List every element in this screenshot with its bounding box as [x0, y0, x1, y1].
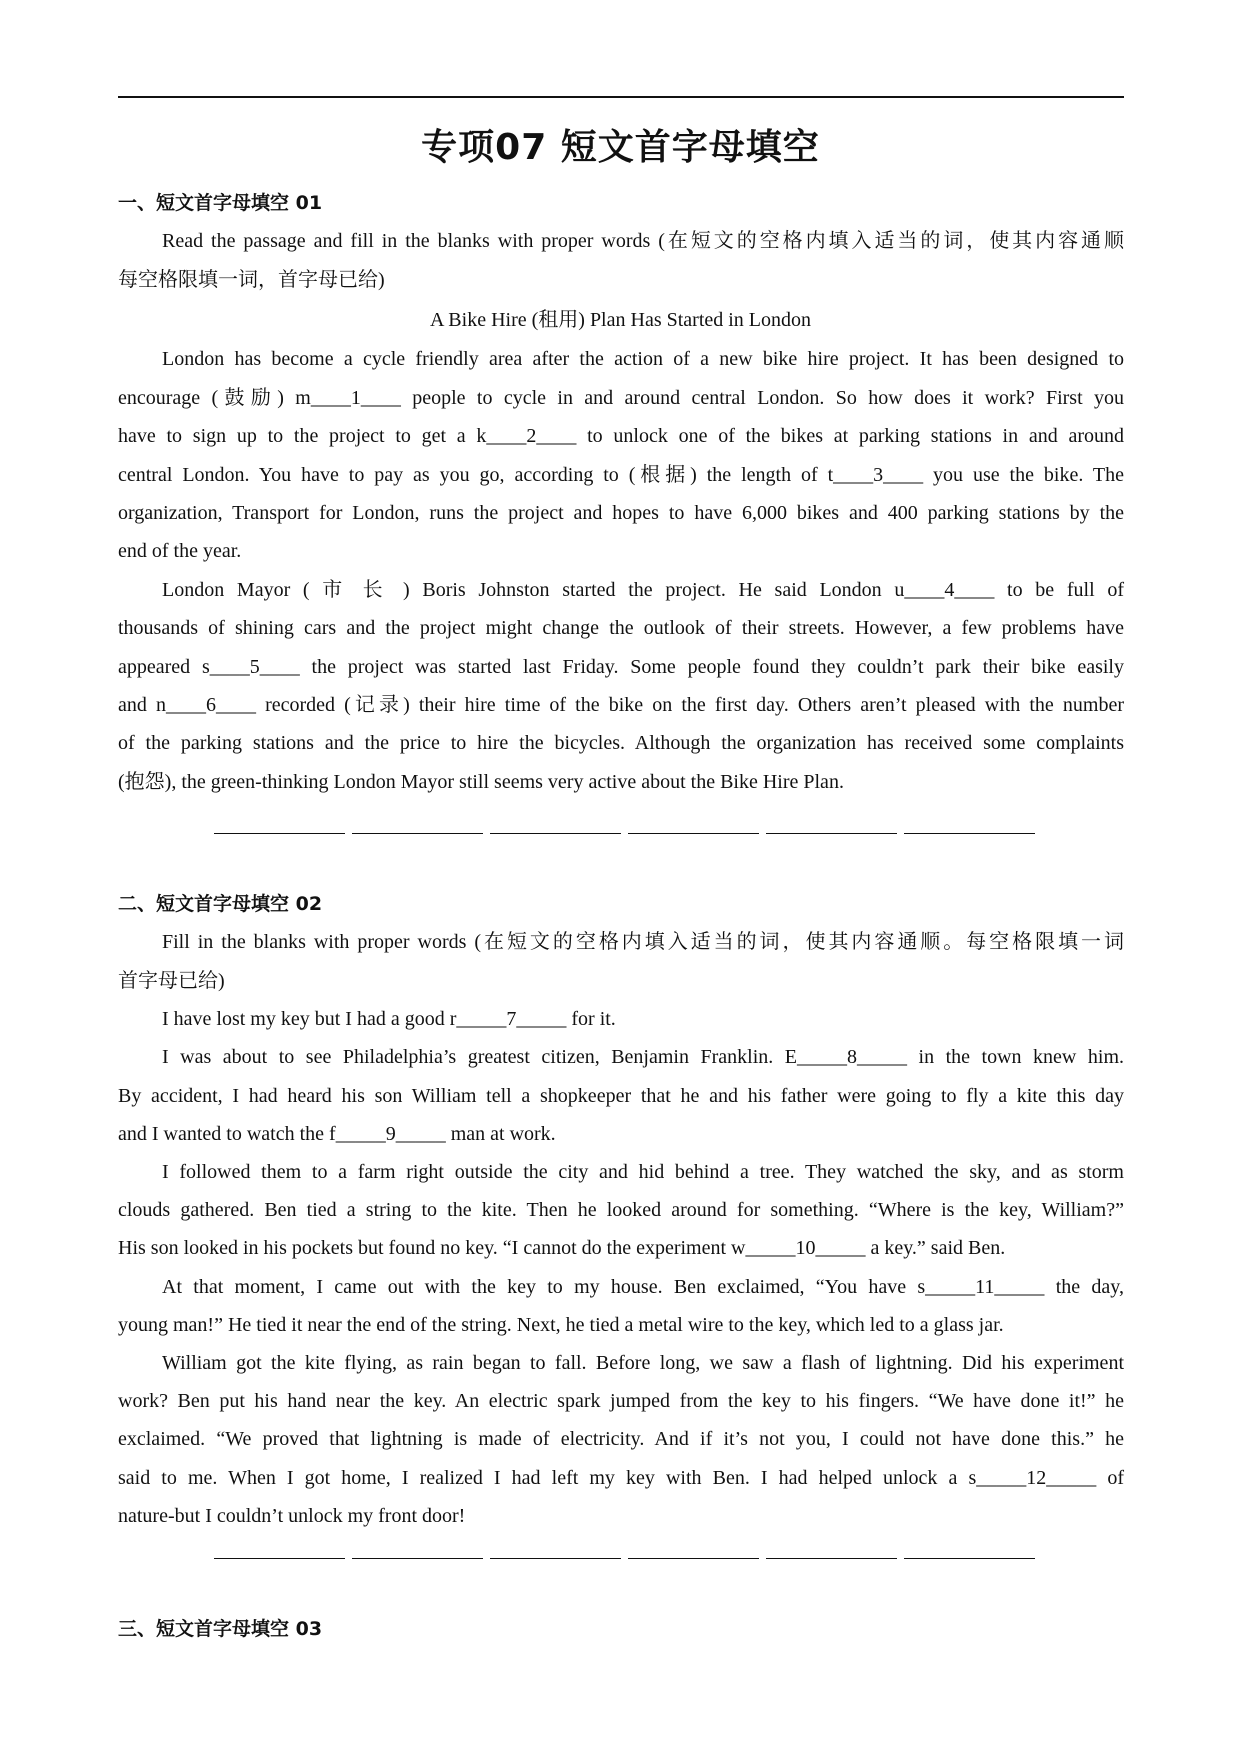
answer-blank[interactable] [766, 1558, 897, 1559]
passage-line: His son looked in his pockets but found no key. “I cannot do the experiment w_____10_____ a key.” said Ben. [118, 1237, 1006, 1259]
passage-line: nature-but I couldn’t unlock my front door! [118, 1505, 466, 1527]
passage-line: London has become a cycle friendly area after the action of a new bike hire project. It has been designed to [162, 348, 1124, 370]
passage-line: exclaimed. “We proved that lightning is made of electricity. And if it’s not you, I could not have done this.” he [118, 1428, 1124, 1450]
passage-line: I have lost my key but I had a good r_____7_____ for it. [162, 1008, 616, 1030]
passage-line: organization, Transport for London, runs the project and hopes to have 6,000 bikes and 400 parking stations by the [118, 502, 1124, 524]
passage-line: said to me. When I got home, I realized I had left my key with Ben. I had helped unlock a s_____12_____ of [118, 1467, 1124, 1489]
passage-line: central London. You have to pay as you go, according to (根据) the length of t____3____ you use the bike. The [118, 464, 1124, 486]
answer-blank[interactable] [628, 1558, 759, 1559]
passage-line: thousands of shining cars and the project might change the outlook of their streets. However, a few problems have [118, 617, 1124, 639]
instruction-line: Read the passage and fill in the blanks with proper words (在短文的空格内填入适当的词，使其内容通顺 [162, 230, 1124, 252]
passage-line: have to sign up to the project to get a k____2____ to unlock one of the bikes at parking stations in and around [118, 425, 1124, 447]
answer-blank[interactable] [904, 833, 1035, 834]
header-rule [118, 96, 1124, 98]
passage-line: At that moment, I came out with the key to my house. Ben exclaimed, “You have s_____11_____ the day, [162, 1276, 1124, 1298]
answer-blank[interactable] [490, 1558, 621, 1559]
answer-blank[interactable] [352, 833, 483, 834]
instruction-line: 首字母已给) [118, 970, 225, 992]
answer-blank[interactable] [766, 833, 897, 834]
answer-blank[interactable] [214, 833, 345, 834]
passage-line: William got the kite flying, as rain began to fall. Before long, we saw a flash of lightning. Did his experiment [162, 1352, 1124, 1374]
passage-line: end of the year. [118, 540, 242, 562]
passage-line: appeared s____5____ the project was started last Friday. Some people found they couldn’t park their bike easily [118, 656, 1124, 678]
instruction-line: 每空格限填一词，首字母已给) [118, 269, 385, 291]
document-title: 专项07 短文首字母填空 [421, 127, 820, 168]
answer-blanks-row [214, 833, 1035, 834]
passage-line: young man!” He tied it near the end of the string. Next, he tied a metal wire to the key, which led to a glass jar. [118, 1314, 1004, 1336]
passage-line: encourage (鼓励) m____1____ people to cycle in and around central London. So how does it work? First you [118, 387, 1124, 409]
passage-line: I followed them to a farm right outside the city and hid behind a tree. They watched the sky, and as storm [162, 1161, 1124, 1183]
answer-blank[interactable] [352, 1558, 483, 1559]
answer-blank[interactable] [490, 833, 621, 834]
passage-line: I was about to see Philadelphia’s greatest citizen, Benjamin Franklin. E_____8_____ in the town knew him. [162, 1046, 1124, 1068]
section-heading-02: 二、短文首字母填空 02 [118, 893, 323, 915]
passage-line: and n____6____ recorded (记录) their hire time of the bike on the first day. Others aren’t pleased with the number [118, 694, 1124, 716]
passage-line: and I wanted to watch the f_____9_____ man at work. [118, 1123, 556, 1145]
answer-blanks-row [214, 1558, 1035, 1559]
passage-line: of the parking stations and the price to hire the bicycles. Although the organization has received some complaints [118, 732, 1124, 754]
answer-blank[interactable] [904, 1558, 1035, 1559]
passage-line: work? Ben put his hand near the key. An electric spark jumped from the key to his fingers. “We have done it!” he [118, 1390, 1124, 1412]
section-heading-03: 三、短文首字母填空 03 [118, 1618, 323, 1640]
passage-title: A Bike Hire (租用) Plan Has Started in London [429, 309, 812, 331]
passage-line: By accident, I had heard his son William tell a shopkeeper that he and his father were going to fly a kite this day [118, 1085, 1124, 1107]
passage-line: clouds gathered. Ben tied a string to the kite. Then he looked around for something. “Where is the key, William?” [118, 1199, 1124, 1221]
section-heading-01: 一、短文首字母填空 01 [118, 192, 323, 214]
answer-blank[interactable] [214, 1558, 345, 1559]
instruction-line: Fill in the blanks with proper words (在短文的空格内填入适当的词，使其内容通顺。每空格限填一词 [162, 931, 1124, 953]
answer-blank[interactable] [628, 833, 759, 834]
passage-line: London Mayor ( 市 长 ) Boris Johnston started the project. He said London u____4____ to be full of [162, 579, 1124, 601]
passage-line: (抱怨), the green-thinking London Mayor still seems very active about the Bike Hire Plan. [118, 771, 844, 793]
